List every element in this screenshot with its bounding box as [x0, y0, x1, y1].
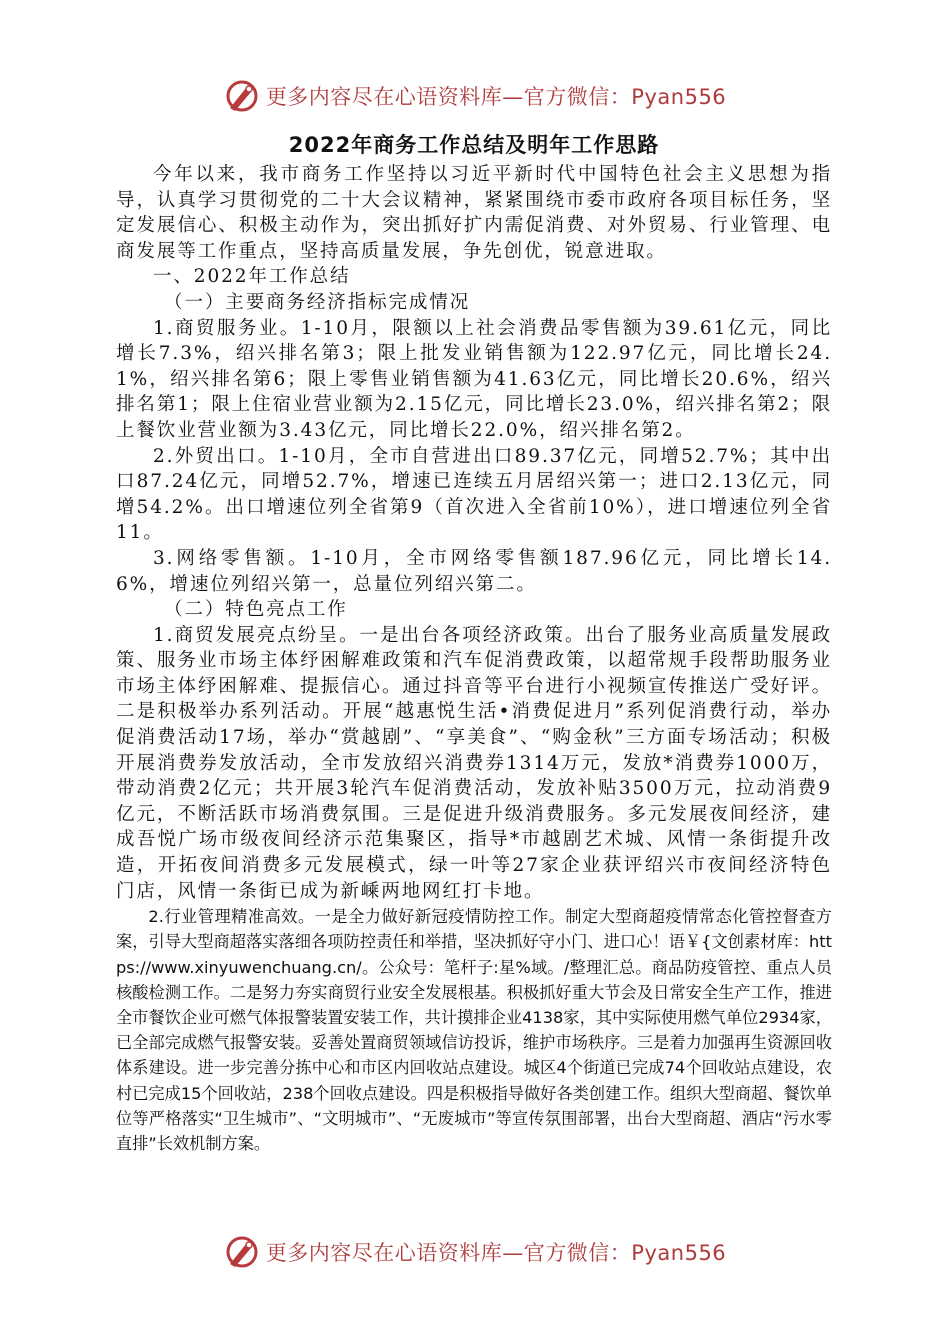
paragraph-online-retail: 3.网络零售额。1-10月，全市网络零售额187.96亿元，同比增长14.6%，增速位列绍兴第一，总量位列绍兴第二。	[116, 547, 832, 595]
red-pen-circle-logo-icon	[224, 1234, 260, 1270]
paragraph-commerce-services: 1.商贸服务业。1-10月，限额以上社会消费品零售额为39.61亿元，同比增长7.3%，绍兴排名第3；限上批发业销售额为122.97亿元，同比增长24.1%，绍兴排名第6；限上零售业销售额为41.63亿元，同比增长20.6%，绍兴排名第1；限上住宿业营业额为2.15亿元，同比增长23.0%，绍兴排名第2；限上餐饮业营业额为3.43亿元，同比增长22.0%，绍兴排名第2。	[116, 317, 832, 441]
document-body	[116, 130, 832, 1156]
intro-paragraph: 今年以来，我市商务工作坚持以习近平新时代中国特色社会主义思想为指导，认真学习贯彻党的二十大会议精神，紧紧围绕市委市政府各项目标任务，坚定发展信心、积极主动作为，突出抓好扩内需促消费、对外贸易、行业管理、电商发展等工作重点，坚持高质量发展，争先创优，锐意进取。	[116, 164, 832, 262]
footer-watermark-banner	[0, 1232, 950, 1272]
header-watermark-banner	[0, 76, 950, 116]
banner-text: 更多内容尽在心语资料库—官方微信：Pyan556	[265, 85, 727, 109]
section-heading-1: 一、2022年工作总结	[153, 266, 351, 288]
paragraph-foreign-trade: 2.外贸出口。1-10月，全市自营进出口89.37亿元，同增52.7%；其中出口87.24亿元，同增52.7%，增速已连续五月居绍兴第一；进口2.13亿元，同增54.2%。出口增速位列全省第9（首次进入全省前10%），进口增速位列全省11。	[116, 445, 832, 544]
document-title: 2022年商务工作总结及明年工作思路	[288, 133, 660, 157]
banner-text: 更多内容尽在心语资料库—官方微信：Pyan556	[265, 1241, 727, 1265]
paragraph-industry-management: 2.行业管理精准高效。一是全力做好新冠疫情防控工作。制定大型商超疫情常态化管控督查方案，引导大型商超落实落细各项防控责任和举措，坚决抓好守小门、进口心！语￥{文创素材库：https://www.xinyuwenchuang.cn/。公众号：笔杆子:星%域。/整理汇总。商品防疫管控、重点人员核酸检测工作。二是努力夯实商贸行业安全发展根基。积极抓好重大节会及日常安全生产工作，推进全市餐饮企业可燃气体报警装置安装工作，共计摸排企业4138家，其中实际使用燃气单位2934家，已全部完成燃气报警安装。妥善处置商贸领域信访投诉，维护市场秩序。三是着力加强再生资源回收体系建设。进一步完善分拣中心和市区内回收站点建设。城区4个街道已完成74个回收站点建设，农村已完成15个回收站，238个回收点建设。四是积极指导做好各类创建工作。组织大型商超、餐饮单位等严格落实“卫生城市”、“文明城市”、“无废城市”等宣传氛围部署，出台大型商超、酒店“污水零直排”长效机制方案。	[116, 907, 832, 1154]
subsection-heading-1: （一）主要商务经济指标完成情况	[164, 291, 471, 313]
red-pen-circle-logo-icon	[224, 78, 260, 114]
subsection-heading-2: （二）特色亮点工作	[164, 599, 348, 621]
paragraph-commerce-highlights: 1.商贸发展亮点纷呈。一是出台各项经济政策。出台了服务业高质量发展政策、服务业市场主体纾困解难政策和汽车促消费政策，以超常规手段帮助服务业市场主体纾困解难、提振信心。通过抖音等平台进行小视频宣传推送广受好评。二是积极举办系列活动。开展“越惠悦生活•消费促进月”系列促消费行动，举办促消费活动17场，举办“赏越剧”、“享美食”、“购金秋”三方面专场活动；积极开展消费券发放活动，全市发放绍兴消费券1314万元，发放*消费券1000万，带动消费2亿元；共开展3轮汽车促消费活动，发放补贴3500万元，拉动消费9亿元，不断活跃市场消费氛围。三是促进升级消费服务。多元发展夜间经济，建成吾悦广场市级夜间经济示范集聚区，指导*市越剧艺术城、风情一条街提升改造，开拓夜间消费多元发展模式，绿一叶等27家企业获评绍兴市夜间经济特色门店，风情一条街已成为新嵊两地网红打卡地。	[116, 624, 832, 902]
